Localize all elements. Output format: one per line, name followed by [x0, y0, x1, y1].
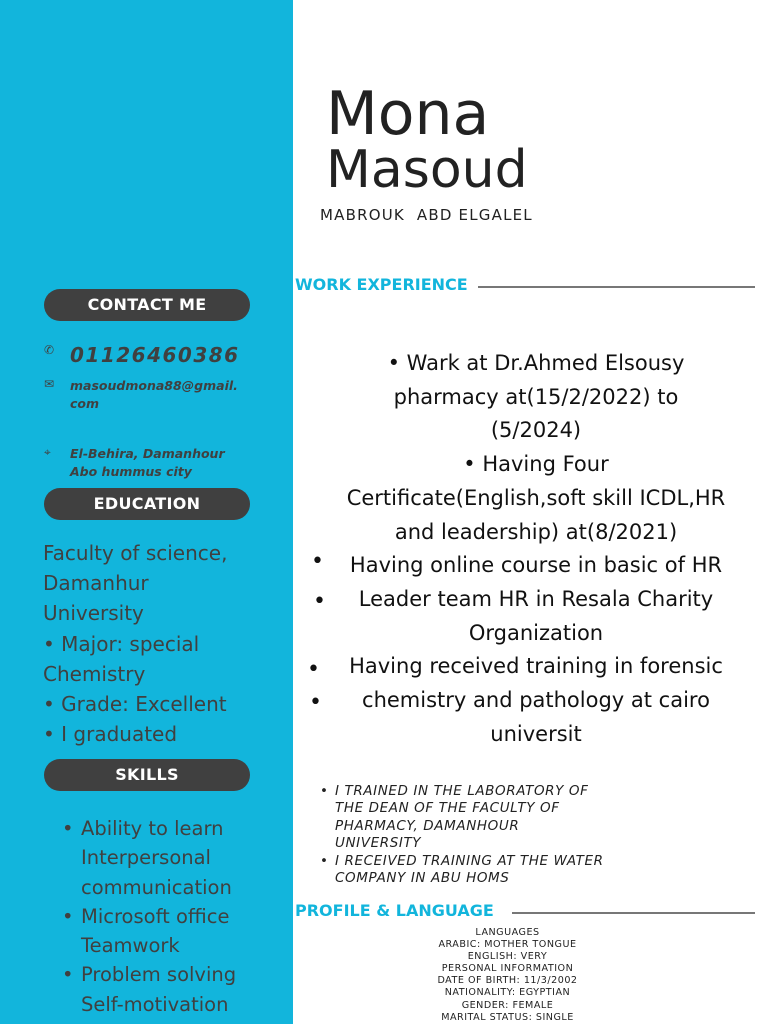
- training-item: [320, 783, 620, 853]
- section-divider: [512, 912, 755, 914]
- first-name: Mona: [326, 79, 490, 149]
- skill-line: communication: [81, 875, 232, 899]
- work-line: Certificate(English,soft skill ICDL,HR: [346, 485, 726, 510]
- address-line-2: Abo hummus city: [70, 464, 192, 479]
- training-list: [320, 783, 620, 887]
- envelope-icon: ✉: [44, 377, 55, 391]
- contact-heading: CONTACT ME: [44, 289, 250, 321]
- phone-row: [44, 343, 240, 367]
- skill-line: Interpersonal: [81, 846, 211, 870]
- bullet-icon: •: [311, 549, 324, 574]
- profile-line: GENDER: FEMALE: [461, 999, 554, 1011]
- skill-item: [62, 902, 287, 961]
- training-item: [320, 853, 620, 888]
- skill-item: [62, 814, 287, 902]
- skill-line: Problem solving: [81, 963, 237, 987]
- work-line: (5/2024): [490, 418, 582, 443]
- work-line: and leadership) at(8/2021): [394, 519, 678, 544]
- skills-list: [62, 814, 287, 1019]
- bullet-icon: •: [309, 690, 322, 715]
- training-line: I TRAINED IN THE LABORATORY OF: [335, 783, 589, 799]
- skill-line: Ability to learn: [81, 817, 224, 840]
- education-line: Damanhur: [43, 571, 149, 596]
- phone-number: 01126460386: [70, 343, 240, 367]
- profile-line: ARABIC: MOTHER TONGUE: [438, 939, 577, 951]
- bullet-icon: •: [62, 817, 74, 840]
- bullet-icon: •: [313, 589, 326, 614]
- work-line: pharmacy at(15/2/2022) to: [393, 384, 679, 409]
- bullet-icon: •: [62, 904, 74, 928]
- education-line: Chemistry: [43, 661, 146, 686]
- training-line: THE DEAN OF THE FACULTY OF: [335, 800, 560, 817]
- training-line: UNIVERSITY: [335, 835, 422, 852]
- address-line-1: El-Behira, Damanhour: [70, 446, 225, 461]
- email-line-1: masoudmona88@gmail.: [70, 378, 238, 393]
- email-text: [70, 377, 238, 413]
- email-row: [44, 377, 238, 413]
- email-line-2: com: [70, 396, 100, 411]
- work-line: Having received training in forensic: [349, 654, 723, 679]
- address-text: [70, 445, 225, 481]
- training-line: COMPANY IN ABU HOMS: [335, 870, 510, 887]
- work-line: Organization: [468, 620, 604, 645]
- profile-language-heading: PROFILE & LANGUAGE: [295, 901, 494, 920]
- bullet-icon: •: [320, 783, 329, 799]
- skill-line: Self-motivation: [81, 992, 229, 1016]
- training-line: I RECEIVED TRAINING AT THE WATER: [335, 852, 604, 869]
- location-pin-icon: ⌖: [44, 445, 51, 459]
- profile-line: NATIONALITY: EGYPTIAN: [444, 987, 571, 999]
- work-line: chemistry and pathology at cairo: [362, 688, 710, 713]
- profile-line: ENGLISH: VERY: [467, 951, 548, 963]
- work-line: • Having Four: [463, 452, 609, 477]
- skills-heading: SKILLS: [44, 759, 250, 791]
- address-row: [44, 445, 225, 481]
- profile-line: DATE OF BIRTH: 11/3/2002: [437, 975, 578, 987]
- education-list: [43, 538, 283, 749]
- work-line: Having online course in basic of HR: [349, 553, 723, 578]
- middle-names: MABROUK ABD ELGALEL: [320, 206, 533, 224]
- work-line: Leader team HR in Resala Charity: [358, 586, 714, 611]
- education-line: University: [43, 601, 144, 626]
- work-experience-list: [320, 347, 752, 751]
- bullet-icon: •: [62, 963, 74, 987]
- education-line: Faculty of science,: [43, 541, 228, 565]
- education-line: • Major: special: [43, 631, 200, 656]
- work-line: universit: [490, 721, 582, 746]
- profile-line: LANGUAGES: [475, 927, 540, 938]
- phone-icon: ✆: [44, 343, 55, 357]
- profile-list: [400, 927, 615, 1024]
- skill-item: [62, 960, 287, 1019]
- last-name: Masoud: [326, 140, 528, 200]
- education-line: • Grade: Excellent: [43, 692, 227, 717]
- skill-line: Teamwork: [81, 934, 180, 958]
- profile-line: MARITAL STATUS: SINGLE: [441, 1011, 574, 1023]
- work-line: • Wark at Dr.Ahmed Elsousy: [387, 351, 685, 375]
- bullet-icon: •: [307, 657, 320, 682]
- training-line: PHARMACY, DAMANHOUR: [335, 817, 520, 834]
- work-experience-heading: WORK EXPERIENCE: [295, 275, 468, 294]
- section-divider: [478, 286, 755, 288]
- skill-line: Microsoft office: [81, 904, 230, 928]
- bullet-icon: •: [320, 852, 329, 869]
- profile-line: PERSONAL INFORMATION: [441, 963, 574, 975]
- education-heading: EDUCATION: [44, 488, 250, 520]
- education-line: • I graduated: [43, 722, 178, 747]
